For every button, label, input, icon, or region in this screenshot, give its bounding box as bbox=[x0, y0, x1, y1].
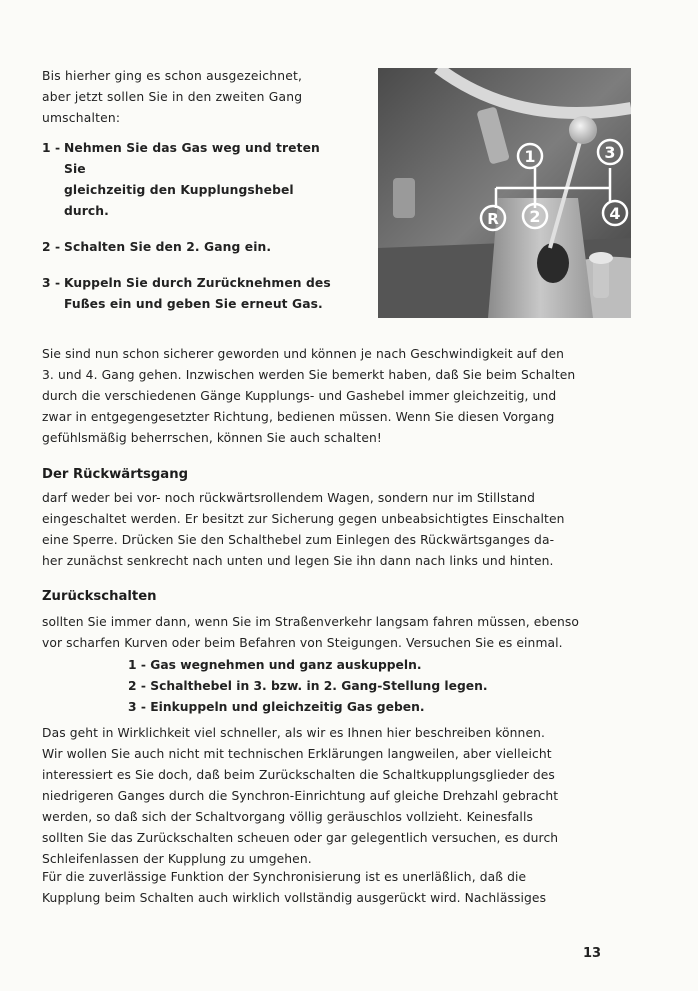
step-text: Schalten Sie den 2. Gang ein. bbox=[64, 240, 272, 254]
gearshift-illustration bbox=[378, 68, 631, 318]
text-line: Kupplung beim Schalten auch wirklich vollständig ausgerückt wird. Nachlässiges bbox=[42, 891, 547, 905]
page-number: 13 bbox=[583, 946, 602, 961]
step-1 bbox=[42, 138, 342, 222]
text-line: Wir wollen Sie auch nicht mit technischen Erklärungen langweilen, aber vielleicht bbox=[42, 747, 552, 761]
step-2 bbox=[42, 237, 342, 258]
downshift-step: 3 - Einkuppeln und gleichzeitig Gas geben. bbox=[128, 700, 425, 714]
gear-label: 2 bbox=[529, 207, 541, 226]
gear-label: 1 bbox=[524, 147, 536, 166]
text-line: sollten Sie immer dann, wenn Sie im Straßenverkehr langsam fahren müssen, ebenso bbox=[42, 615, 580, 629]
text-line: Für die zuverlässige Funktion der Synchronisierung ist es unerläßlich, daß die bbox=[42, 870, 527, 884]
step-text: Fußes ein und geben Sie erneut Gas. bbox=[64, 297, 323, 311]
text-line: her zunächst senkrecht nach unten und legen Sie ihn dann nach links und hinten. bbox=[42, 554, 554, 568]
paragraph-downshift bbox=[42, 612, 660, 654]
text-line: Sie sind nun schon sicherer geworden und können je nach Geschwindigkeit auf den bbox=[42, 347, 565, 361]
text-line: durch die verschiedenen Gänge Kupplungs- und Gashebel immer gleichzeitig, und bbox=[42, 389, 557, 403]
heading-downshift: Zurückschalten bbox=[42, 589, 157, 604]
text-line: Das geht in Wirklichkeit viel schneller, als wir es Ihnen hier beschreiben können. bbox=[42, 726, 546, 740]
step-text: Nehmen Sie das Gas weg und treten Sie bbox=[64, 141, 320, 176]
shift-steps-list bbox=[42, 138, 342, 330]
text-line: eingeschaltet werden. Er besitzt zur Sicherung gegen unbeabsichtigtes Einschalten bbox=[42, 512, 565, 526]
intro-line: aber jetzt sollen Sie in den zweiten Gang bbox=[42, 90, 303, 104]
intro-line: umschalten: bbox=[42, 111, 121, 125]
step-number: 2 - bbox=[42, 240, 61, 254]
text-line: eine Sperre. Drücken Sie den Schalthebel zum Einlegen des Rückwärtsganges da- bbox=[42, 533, 555, 547]
gear-label: 4 bbox=[609, 204, 621, 223]
text-line: niedrigeren Ganges durch die Synchron-Einrichtung auf gleiche Drehzahl gebracht bbox=[42, 789, 559, 803]
intro-line: Bis hierher ging es schon ausgezeichnet, bbox=[42, 69, 303, 83]
intro-paragraph bbox=[42, 66, 342, 129]
downshift-steps-list bbox=[128, 655, 488, 718]
step-number: 3 - bbox=[42, 276, 61, 290]
text-line: werden, so daß sich der Schaltvorgang völlig geräuschlos vollzieht. Keinesfalls bbox=[42, 810, 533, 824]
text-line: darf weder bei vor- noch rückwärtsrollendem Wagen, sondern nur im Stillstand bbox=[42, 491, 536, 505]
text-line: Schleifenlassen der Kupplung zu umgehen. bbox=[42, 852, 312, 866]
gear-label: R bbox=[487, 210, 499, 228]
text-line: interessiert es Sie doch, daß beim Zurückschalten die Schaltkupplungsglieder des bbox=[42, 768, 555, 782]
paragraph-reality bbox=[42, 723, 660, 870]
step-text: Kuppeln Sie durch Zurücknehmen des bbox=[64, 276, 331, 290]
paragraph-synchronisation bbox=[42, 867, 660, 909]
heading-reverse-gear: Der Rückwärtsgang bbox=[42, 467, 189, 482]
step-text: gleichzeitig den Kupplungshebel durch. bbox=[64, 183, 294, 218]
step-3 bbox=[42, 273, 342, 315]
downshift-step: 2 - Schalthebel in 3. bzw. in 2. Gang-Stellung legen. bbox=[128, 679, 488, 693]
paragraph-reverse-gear bbox=[42, 488, 660, 572]
text-line: zwar in entgegengesetzter Richtung, bedienen müssen. Wenn Sie diesen Vorgang bbox=[42, 410, 555, 424]
gear-label: 3 bbox=[604, 143, 616, 162]
gearshift-photo bbox=[378, 68, 631, 318]
step-number: 1 - bbox=[42, 141, 61, 155]
text-line: 3. und 4. Gang gehen. Inzwischen werden Sie bemerkt haben, daß Sie beim Schalten bbox=[42, 368, 576, 382]
text-line: gefühlsmäßig beherrschen, können Sie auch schalten! bbox=[42, 431, 382, 445]
downshift-step: 1 - Gas wegnehmen und ganz auskuppeln. bbox=[128, 658, 422, 672]
text-line: vor scharfen Kurven oder beim Befahren von Steigungen. Versuchen Sie es einmal. bbox=[42, 636, 563, 650]
paragraph-confidence bbox=[42, 344, 660, 449]
text-line: sollten Sie das Zurückschalten scheuen oder gar gelegentlich versuchen, es durch bbox=[42, 831, 559, 845]
